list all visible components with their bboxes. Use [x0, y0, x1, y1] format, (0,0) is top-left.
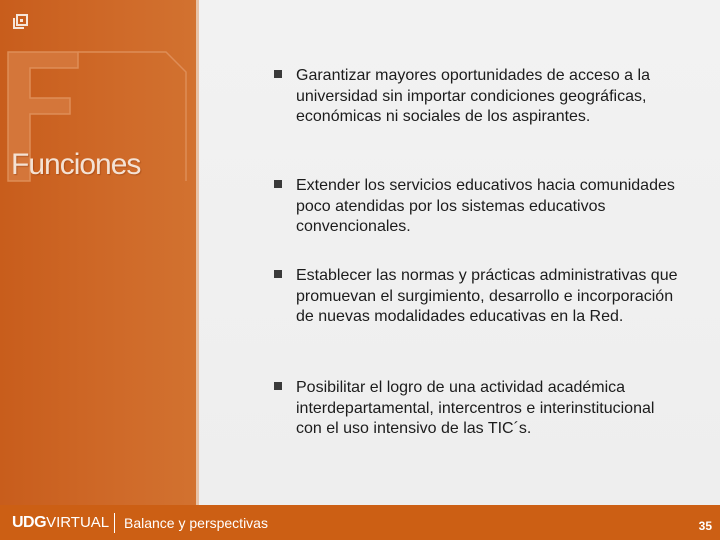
bullet-list — [199, 0, 720, 505]
side-panel — [0, 0, 198, 505]
bullet-text: Establecer las normas y prácticas administrativas que promuevan el surgimiento, desarrollo e incorporación de nuevas modalidades educativas en la Red. — [296, 267, 678, 325]
content-area — [199, 0, 720, 505]
square-bullet-icon — [274, 70, 282, 78]
square-bullet-icon — [274, 382, 282, 390]
bullet-text: Posibilitar el logro de una actividad académica interdepartamental, intercentros e interinstitucional con el uso intensivo de las TIC´s. — [296, 379, 655, 437]
square-bullet-icon — [274, 180, 282, 188]
square-bracket-icon — [13, 14, 28, 29]
footer-tagline: Balance y perspectivas — [124, 515, 268, 531]
udg-virtual-logo — [12, 514, 109, 532]
logo-suffix: VIRTUAL — [46, 514, 110, 531]
footer-bar — [0, 505, 720, 540]
logo-prefix: UDG — [12, 514, 47, 531]
bullet-text: Garantizar mayores oportunidades de acceso a la universidad sin importar condiciones geográficas, económicas ni sociales de los aspirantes. — [296, 67, 650, 125]
section-title: Funciones — [11, 148, 141, 181]
footer-divider — [114, 513, 115, 533]
square-bullet-icon — [274, 270, 282, 278]
page-number: 35 — [698, 519, 712, 533]
bullet-text: Extender los servicios educativos hacia comunidades poco atendidas por los sistemas educativos convencionales. — [296, 177, 675, 235]
